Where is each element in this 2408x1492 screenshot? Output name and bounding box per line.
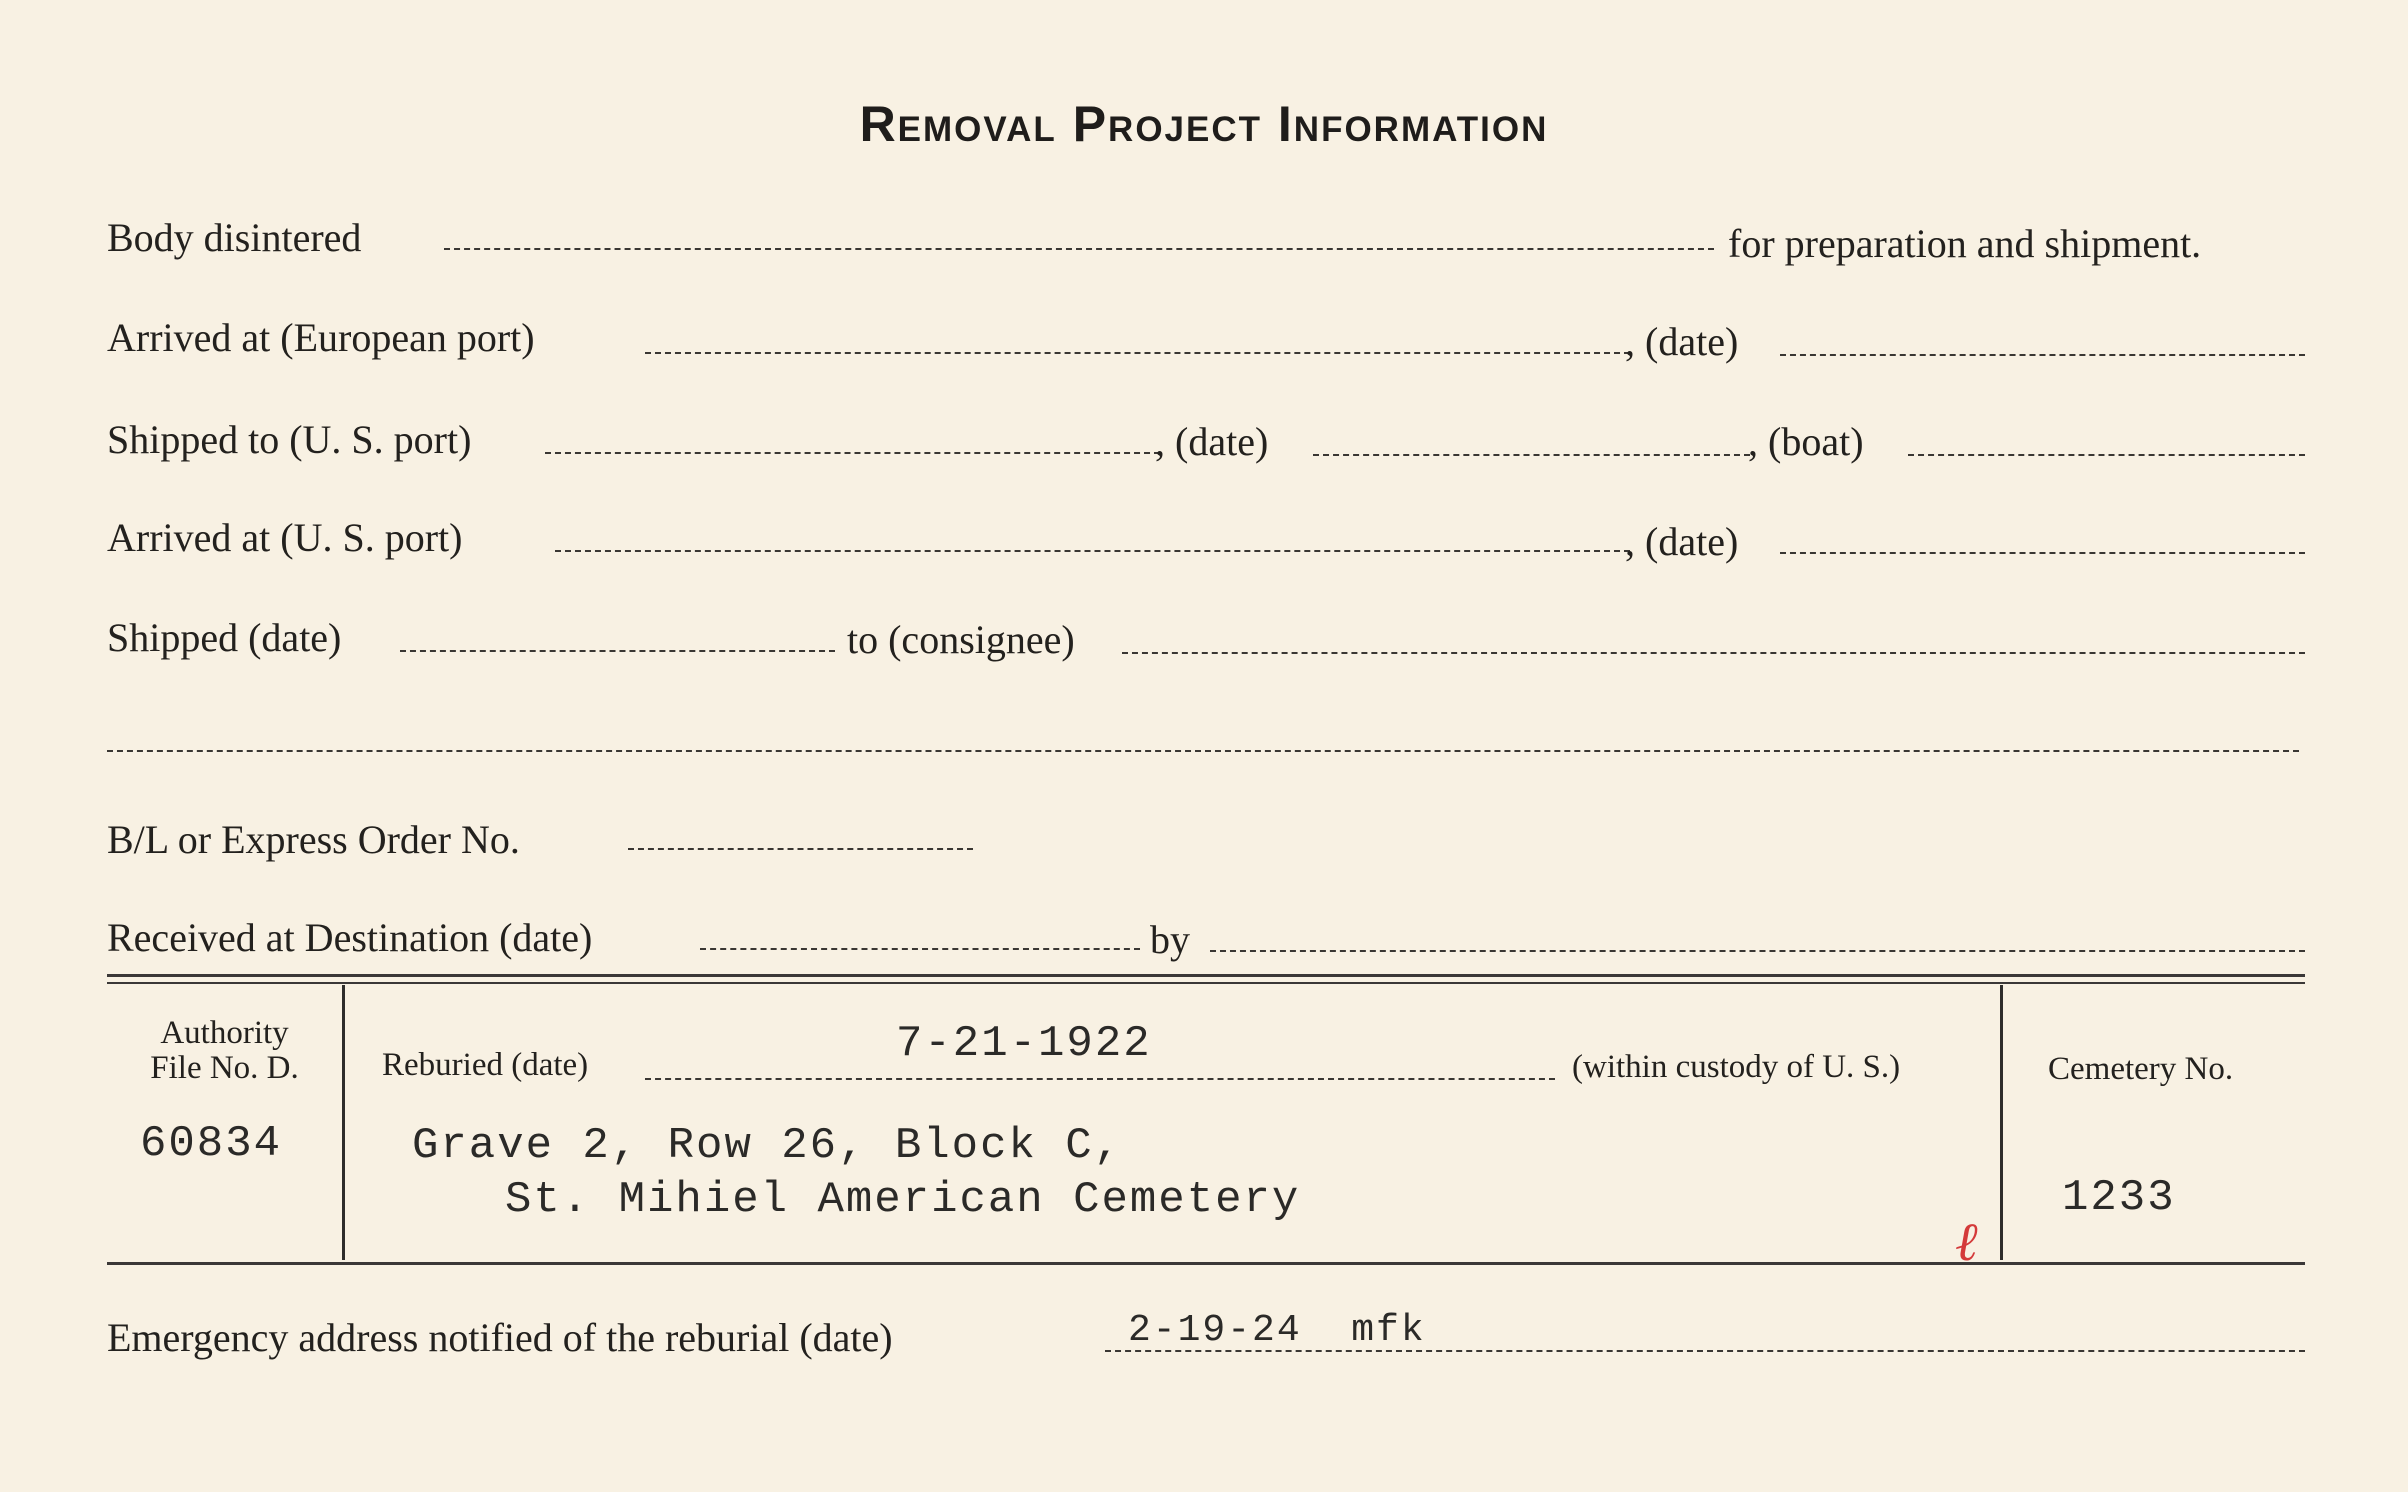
reburied-line	[645, 1078, 1555, 1080]
shipped-us-label: Shipped to (U. S. port)	[107, 417, 472, 462]
shipped-date-line	[400, 650, 835, 652]
check-mark: ℓ	[1955, 1210, 1978, 1273]
custody-label: (within custody of U. S.)	[1572, 1049, 1901, 1085]
reburied-label: Reburied (date)	[382, 1047, 589, 1083]
arrived-european-label: Arrived at (European port)	[107, 315, 535, 360]
arrived-us-date-line	[1780, 552, 2305, 554]
arrived-us-line	[555, 550, 1630, 552]
received-by-label: by	[1150, 917, 1190, 962]
received-by-line	[1210, 950, 2305, 952]
grave-line-2: St. Mihiel American Cemetery	[505, 1175, 1301, 1225]
emergency-label: Emergency address notified of the reburial (date)	[107, 1315, 893, 1360]
card-title: Removal Project Information	[859, 96, 1549, 152]
shipped-date-label: Shipped (date)	[107, 615, 342, 660]
cemetery-value: 1233	[2062, 1173, 2176, 1223]
arrived-european-date-line	[1780, 354, 2305, 356]
box-divider-left	[342, 985, 345, 1260]
arrived-european-date-label: , (date)	[1625, 319, 1739, 364]
body-disinterred-label: Body disintered	[107, 215, 362, 260]
received-label: Received at Destination (date)	[107, 915, 593, 960]
authority-label: Authority File No. D.	[150, 1015, 299, 1086]
preparation-suffix: for preparation and shipment.	[1728, 221, 2202, 266]
received-date-line	[700, 948, 1140, 950]
box-top-rule	[107, 974, 2305, 977]
shipped-us-date-label: , (date)	[1155, 419, 1269, 464]
bl-order-label: B/L or Express Order No.	[107, 817, 520, 862]
shipped-us-boat-label: , (boat)	[1748, 419, 1864, 464]
shipped-us-boat-line	[1908, 454, 2305, 456]
emergency-value: 2-19-24 mfk	[1128, 1309, 1426, 1352]
arrived-european-line	[645, 352, 1630, 354]
grave-line-1: Grave 2, Row 26, Block C,	[412, 1121, 1123, 1171]
consignee-continuation-line	[107, 750, 2299, 752]
arrived-us-date-label: , (date)	[1625, 519, 1739, 564]
shipped-us-line	[545, 452, 1160, 454]
consignee-line	[1122, 652, 2305, 654]
reburied-value: 7-21-1922	[896, 1019, 1152, 1069]
shipped-us-date-line	[1313, 454, 1750, 456]
bl-order-line	[628, 848, 973, 850]
box-divider-right	[2000, 985, 2003, 1260]
authority-value: 60834	[140, 1119, 283, 1169]
box-top-rule-inner	[107, 982, 2305, 984]
consignee-label: to (consignee)	[847, 617, 1075, 662]
arrived-us-label: Arrived at (U. S. port)	[107, 515, 463, 560]
body-disinterred-line	[444, 248, 1714, 250]
box-bottom-rule	[107, 1262, 2305, 1265]
cemetery-label: Cemetery No.	[2048, 1051, 2234, 1087]
